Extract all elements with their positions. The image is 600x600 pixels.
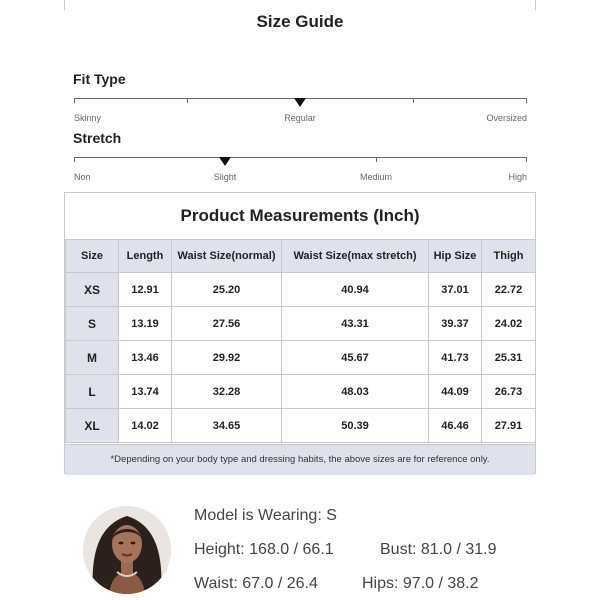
size-cell: S (66, 307, 119, 341)
table-cell: 48.03 (282, 375, 429, 409)
stretch-label-medium: Medium (359, 172, 393, 182)
frame-line-right (535, 0, 536, 10)
stretch-label-slight: Slight (213, 172, 237, 182)
size-cell: XS (66, 273, 119, 307)
model-portrait (83, 506, 171, 594)
model-avatar (83, 506, 171, 594)
table-cell: 43.31 (282, 307, 429, 341)
model-height: Height: 168.0 / 66.1 (194, 541, 334, 558)
fit-type-tick (74, 98, 75, 103)
table-cell: 32.28 (172, 375, 282, 409)
fit-type-label-oversized: Oversized (486, 113, 527, 123)
column-header: Waist Size(normal) (172, 240, 282, 273)
table-cell: 26.73 (482, 375, 536, 409)
fit-type-label-regular: Regular (284, 113, 316, 123)
fit-type-tick (413, 98, 414, 103)
stretch-tick (376, 157, 377, 162)
table-cell: 41.73 (429, 341, 482, 375)
table-cell: 37.01 (429, 273, 482, 307)
measurements-table-panel (64, 192, 536, 474)
model-waist: Waist: 67.0 / 26.4 (194, 575, 318, 592)
model-wearing-size: Model is Wearing: S (194, 507, 337, 524)
table-cell: 29.92 (172, 341, 282, 375)
stretch-tick (526, 157, 527, 162)
fit-type-heading: Fit Type (73, 71, 126, 87)
table-row (66, 273, 536, 307)
column-header: Waist Size(max stretch) (282, 240, 429, 273)
table-cell: 27.56 (172, 307, 282, 341)
table-cell: 13.74 (119, 375, 172, 409)
table-row (66, 375, 536, 409)
stretch-label-high: High (508, 172, 527, 182)
column-header: Thigh (482, 240, 536, 273)
table-header-row (66, 240, 536, 273)
column-header: Hip Size (429, 240, 482, 273)
size-cell: L (66, 375, 119, 409)
size-cell: M (66, 341, 119, 375)
table-cell: 40.94 (282, 273, 429, 307)
page-title: Size Guide (256, 12, 344, 31)
fit-type-pointer-icon (294, 98, 306, 107)
table-cell: 46.46 (429, 409, 482, 443)
fit-type-tick (187, 98, 188, 103)
table-cell: 25.20 (172, 273, 282, 307)
table-cell: 13.19 (119, 307, 172, 341)
table-cell: 25.31 (482, 341, 536, 375)
column-header: Length (119, 240, 172, 273)
table-cell: 39.37 (429, 307, 482, 341)
measurements-table (65, 239, 536, 443)
model-hips: Hips: 97.0 / 38.2 (362, 575, 479, 592)
reference-note: *Depending on your body type and dressing habits, the above sizes are for reference only. (65, 444, 535, 475)
table-cell: 44.09 (429, 375, 482, 409)
fit-type-label-skinny: Skinny (74, 113, 102, 123)
model-bust: Bust: 81.0 / 31.9 (380, 541, 497, 558)
table-cell: 45.67 (282, 341, 429, 375)
table-cell: 13.46 (119, 341, 172, 375)
stretch-pointer-icon (219, 157, 231, 166)
size-cell: XL (66, 409, 119, 443)
table-cell: 12.91 (119, 273, 172, 307)
table-cell: 27.91 (482, 409, 536, 443)
table-row (66, 307, 536, 341)
column-header: Size (66, 240, 119, 273)
stretch-label-non: Non (74, 172, 91, 182)
table-row (66, 341, 536, 375)
table-cell: 50.39 (282, 409, 429, 443)
table-cell: 24.02 (482, 307, 536, 341)
table-row (66, 409, 536, 443)
stretch-tick (74, 157, 75, 162)
table-cell: 34.65 (172, 409, 282, 443)
table-cell: 22.72 (482, 273, 536, 307)
frame-line-left (64, 0, 65, 10)
fit-type-tick (526, 98, 527, 103)
stretch-scale-line (74, 157, 527, 158)
table-cell: 14.02 (119, 409, 172, 443)
table-title: Product Measurements (Inch) (180, 206, 420, 225)
stretch-heading: Stretch (73, 130, 122, 146)
